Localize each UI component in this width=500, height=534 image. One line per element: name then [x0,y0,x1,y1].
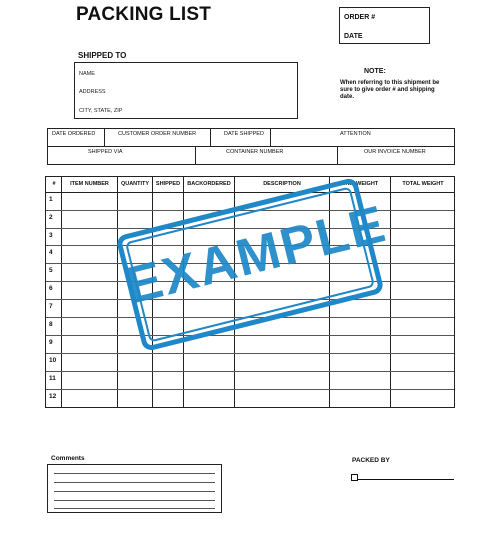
info-col-divider [337,146,338,164]
comment-line [54,500,215,501]
row-number: 5 [49,267,53,274]
header-shipped: SHIPPED [155,181,181,187]
info-divider [48,146,454,147]
row-number: 4 [49,249,53,256]
row-number: 2 [49,214,53,221]
comments-label: Comments [51,455,85,462]
info-col-divider [270,129,271,146]
invoice-number-label: OUR INVOICE NUMBER [364,149,426,155]
order-number-label: ORDER # [344,14,376,21]
shipped-to-title: SHIPPED TO [78,51,127,60]
address-label: ADDRESS [79,89,106,95]
shipped-via-label: SHIPPED VIA [88,149,123,155]
attention-label: ATTENTION [340,131,371,137]
customer-order-number-label: CUSTOMER ORDER NUMBER [118,131,197,137]
note-title: NOTE: [364,68,386,75]
comment-line [54,482,215,483]
column-divider [117,177,118,407]
header-backordered: BACKORDERED [187,181,231,187]
row-number: 1 [49,196,53,203]
row-number: 9 [49,339,53,346]
shipment-info-grid [47,128,455,165]
container-number-label: CONTAINER NUMBER [226,149,284,155]
packed-by-signature-line [358,479,454,480]
header-total-weight: TOTAL WEIGHT [402,181,444,187]
date-label: DATE [344,33,363,40]
header-item-number: ITEM NUMBER [70,181,109,187]
comment-line [54,508,215,509]
row-number: 10 [49,357,57,364]
date-shipped-label: DATE SHIPPED [224,131,264,137]
column-divider [390,177,391,407]
row-number: 6 [49,285,53,292]
shipped-to-box [74,62,298,119]
stamp-text: EXAMPLE [120,194,393,316]
order-info-box [339,7,430,44]
comment-line [54,491,215,492]
note-text: When referring to this shipment be sure to give order # and shipping date. [340,80,440,100]
comment-line [54,473,215,474]
header-description: DESCRIPTION [263,181,301,187]
city-state-zip-label: CITY, STATE, ZIP [79,108,123,114]
packed-by-checkbox [351,474,358,481]
table-row [46,335,454,336]
row-number: 11 [49,375,56,382]
info-col-divider [210,129,211,146]
form-title: PACKING LIST [76,4,212,25]
table-row [46,389,454,390]
info-col-divider [195,146,196,164]
table-row [46,353,454,354]
header-unit-weight: UNIT WEIGHT [341,181,379,187]
info-col-divider [104,129,105,146]
row-number: 12 [49,393,57,400]
header-quantity: QUANTITY [120,181,150,187]
packed-by-label: PACKED BY [352,457,390,464]
row-number: 3 [49,232,53,239]
name-label: NAME [79,71,95,77]
table-row [46,371,454,372]
column-divider [61,177,62,407]
date-ordered-label: DATE ORDERED [52,131,96,137]
header-number: # [52,181,56,187]
comments-box [47,464,222,513]
row-number: 8 [49,321,53,328]
row-number: 7 [49,303,53,310]
